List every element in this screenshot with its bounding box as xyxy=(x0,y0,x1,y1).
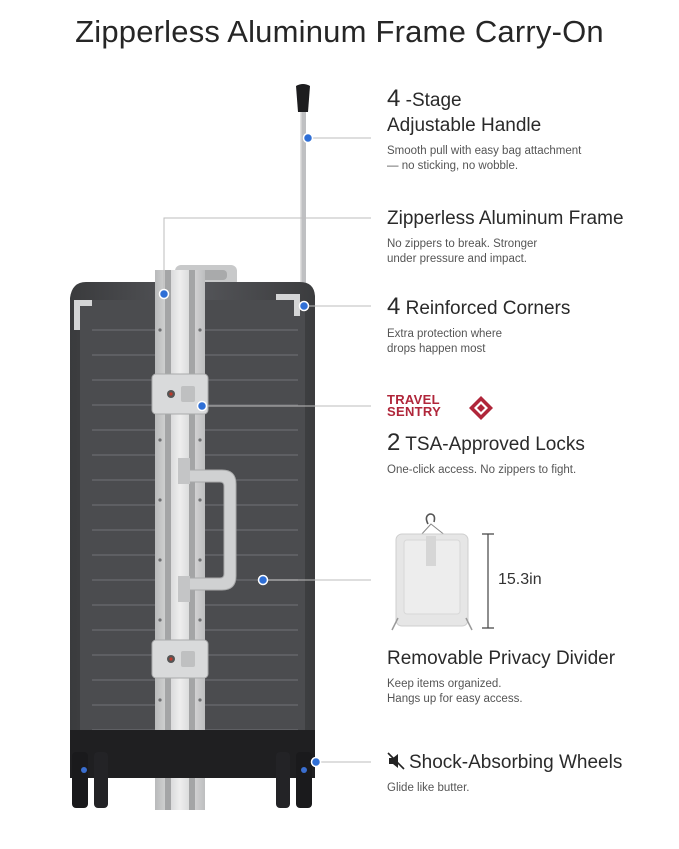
feature-heading xyxy=(387,750,672,775)
page-title: Zipperless Aluminum Frame Carry-On xyxy=(75,14,604,49)
brand-line1: TRAVEL xyxy=(387,392,440,407)
feature-description xyxy=(387,327,672,357)
feature-description: Glide like butter. xyxy=(387,782,470,794)
travel-sentry-logo-icon xyxy=(469,396,493,420)
heading-line1: -Stage xyxy=(405,90,462,111)
desc-line2: Hangs up for easy access. xyxy=(387,693,523,705)
feature-description xyxy=(387,144,672,174)
divider-height-label: 15.3in xyxy=(498,571,542,588)
mute-speaker-icon xyxy=(387,752,405,770)
desc-line2: under pressure and impact. xyxy=(387,253,527,265)
brand-line2: SENTRY xyxy=(387,404,442,419)
feature-shock-absorbing-wheels xyxy=(387,750,672,796)
feature-tsa-locks xyxy=(387,430,672,478)
privacy-divider-illustration xyxy=(392,514,472,630)
feature-adjustable-handle xyxy=(387,86,672,174)
feature-reinforced-corners xyxy=(387,294,672,357)
feature-heading: Zipperless Aluminum Frame xyxy=(387,208,624,229)
desc-line1: No zippers to break. Stronger xyxy=(387,238,538,250)
travel-sentry-logo xyxy=(387,394,441,418)
heading-line2: Adjustable Handle xyxy=(387,115,542,136)
desc-line1: Extra protection where xyxy=(387,328,503,340)
feature-description: One-click access. No zippers to fight. xyxy=(387,464,577,476)
desc-line1: Keep items organized. xyxy=(387,678,502,690)
desc-line1: Smooth pull with easy bag attachment xyxy=(387,145,582,157)
lock-count: 2 xyxy=(387,429,401,456)
feature-privacy-divider xyxy=(387,646,672,707)
feature-heading xyxy=(387,430,672,457)
height-measure-bracket xyxy=(482,534,494,628)
corner-count: 4 xyxy=(387,293,401,320)
tsa-lock-lower xyxy=(152,640,208,678)
heading-text: TSA-Approved Locks xyxy=(405,434,585,455)
feature-aluminum-frame xyxy=(387,206,672,267)
stage-count: 4 xyxy=(387,85,401,112)
heading-text: Reinforced Corners xyxy=(405,298,571,319)
desc-line2: — no sticking, no wobble. xyxy=(387,160,519,172)
desc-line2: drops happen most xyxy=(387,343,486,355)
aluminum-frame xyxy=(155,270,205,810)
telescopic-handle xyxy=(296,84,310,300)
feature-description xyxy=(387,237,672,267)
heading-text: Shock-Absorbing Wheels xyxy=(409,752,623,773)
feature-heading xyxy=(387,294,672,321)
feature-description xyxy=(387,677,672,707)
feature-heading xyxy=(387,86,672,138)
feature-heading: Removable Privacy Divider xyxy=(387,648,616,669)
